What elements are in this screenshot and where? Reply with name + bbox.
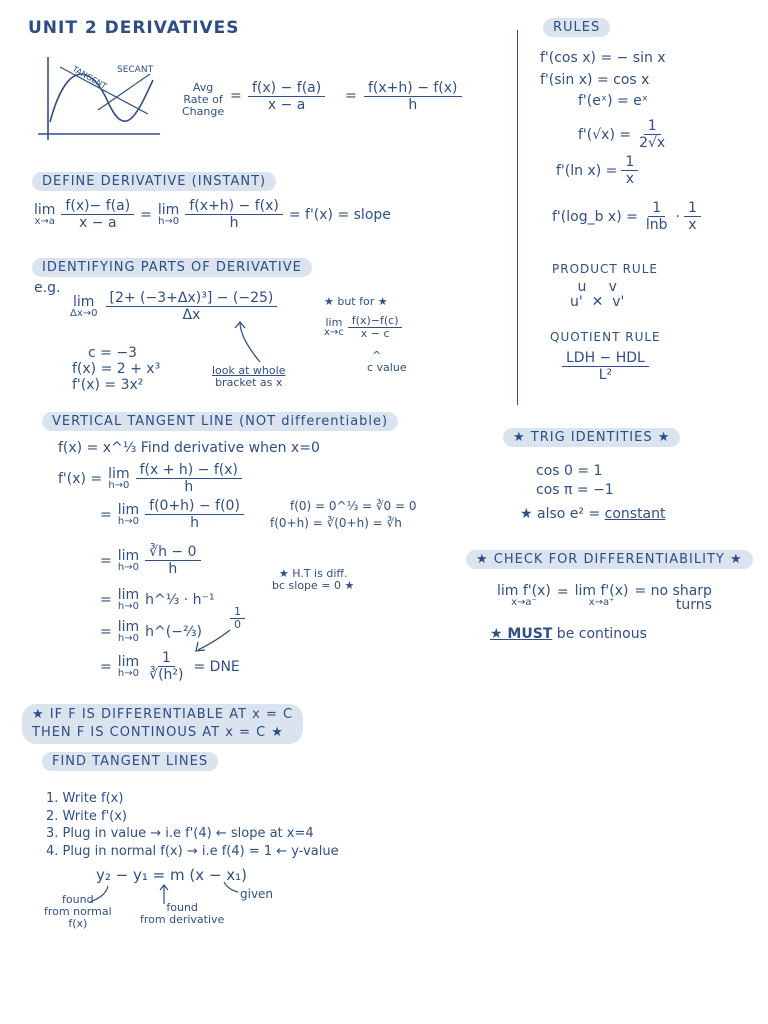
tangent-step: 4. Plug in normal f(x) → i.e f(4) = 1 ← y-value bbox=[46, 843, 339, 859]
tangent-step: 1. Write f(x) bbox=[46, 791, 124, 806]
column-divider bbox=[517, 30, 518, 405]
vt-step-6: = lim h→0 $\frac{1}{\text{∛(h²)}}$ = DNE bbox=[100, 650, 240, 683]
ht-note: ★ H.T is diff. bc slope = 0 ★ bbox=[272, 567, 355, 593]
rules-heading: RULES bbox=[543, 18, 610, 37]
avg-fraction-1: $\frac{f(x) - f(a)}{x - a}$ bbox=[248, 80, 325, 113]
diffcheck-heading: ★ CHECK FOR DIFFERENTIABILITY ★ bbox=[466, 550, 753, 569]
point-slope-formula: y₂ − y₁ = m (x − x₁) bbox=[96, 866, 247, 884]
define-equation: lim x→a $\frac{f(x)- f(a)}{x - a}$ = lim h→0 $\frac{f(x+h) - f(x)}{h}$ = f'(x) = slope bbox=[34, 198, 391, 231]
rule-item: f'(eˣ) = eˣ bbox=[578, 93, 648, 110]
avg-fraction-2: $\frac{f(x+h) - f(x)}{h}$ bbox=[364, 80, 462, 113]
if-then-note: ★ IF F IS DIFFERENTIABLE AT x = C THEN F IS CONTINOUS AT x = C ★ bbox=[22, 704, 303, 744]
vt-step-1: f'(x) = lim h→0 $\frac{f(x + h) - f(x)}{h}$ bbox=[58, 462, 242, 495]
arrow-up-icon: ^ bbox=[372, 349, 382, 362]
eg-label: e.g. bbox=[34, 280, 61, 296]
rule-item: f'(cos x) = − sin x bbox=[540, 50, 666, 66]
avg-eq-2: = bbox=[345, 88, 357, 104]
formula-arrows-icon bbox=[80, 880, 250, 910]
trig-note: ★ also e² = constant bbox=[520, 506, 666, 522]
vt-step-5: = lim h→0 h^(−⅔) bbox=[100, 619, 202, 644]
vt-step-4: = lim h→0 h^⅓ · h⁻¹ bbox=[100, 587, 215, 612]
but-for-note: ★ but for ★ bbox=[324, 295, 388, 308]
page-title: UNIT 2 DERIVATIVES bbox=[28, 18, 240, 38]
rule-sqrt: f'(√x) = $\frac{1}{2√x}$ bbox=[578, 118, 666, 151]
tangent-step: 2. Write f'(x) bbox=[46, 808, 127, 824]
tangent-lines-heading: FIND TANGENT LINES bbox=[42, 752, 218, 771]
c-value-label: c value bbox=[367, 361, 407, 374]
secant-label: SECANT bbox=[117, 65, 154, 75]
look-at-note: look at whole bracket as x bbox=[212, 364, 286, 390]
trig-lines: cos 0 = 1 cos π = −1 bbox=[536, 463, 614, 498]
product-rule-title: PRODUCT RULE bbox=[552, 262, 658, 276]
define-heading: DEFINE DERIVATIVE (INSTANT) bbox=[32, 172, 276, 191]
identify-limit: lim Δx→0 $\frac{\text{[2+ (−3+Δx)³] − (−25)}}{\Delta x}$ bbox=[70, 290, 277, 323]
tangent-label: TANGENT bbox=[70, 64, 109, 91]
given-label: given bbox=[240, 887, 274, 901]
vt-side-1: f(0) = 0^⅓ = ∛0 = 0 bbox=[290, 499, 417, 513]
must-continuous-note: ★ MUST be continous bbox=[490, 626, 647, 642]
trig-heading: ★ TRIG IDENTITIES ★ bbox=[503, 428, 680, 447]
vertical-line1: f(x) = x^⅓ Find derivative when x=0 bbox=[58, 440, 320, 456]
vt-side-2: f(0+h) = ∛(0+h) = ∛h bbox=[270, 516, 402, 530]
rule-ln: f'(ln x) = $\frac{1}{x}$ bbox=[556, 154, 638, 187]
tangent-step: 3. Plug in value → i.e f'(4) ← slope at x=4 bbox=[46, 826, 314, 842]
vertical-tangent-heading: VERTICAL TANGENT LINE (NOT differentiable) bbox=[42, 412, 398, 431]
fprime-equation: f'(x) = 3x² bbox=[72, 377, 144, 393]
diffcheck-equation: lim f'(x) x→a⁻ = lim f'(x) x→a⁺ = no sharp turns bbox=[497, 583, 712, 613]
tangent-steps bbox=[46, 790, 339, 860]
look-arrow-icon bbox=[230, 320, 270, 365]
vt-step-3: = lim h→0 $\frac{∛h - 0}{h}$ bbox=[100, 544, 201, 577]
product-rule-diagram: u v u' ✕ v' bbox=[570, 279, 625, 311]
c-equation: c = −3 bbox=[88, 345, 137, 361]
but-for-limit: lim x→c $\frac{f(x)-f(c)}{x - c}$ bbox=[324, 315, 402, 340]
rule-log: f'(log_b x) = $\frac{1}{\ln b}$ · $\frac{1}{x}$ bbox=[552, 200, 701, 233]
vt-step-2: = lim h→0 $\frac{f(0+h) - f(0)}{h}$ bbox=[100, 498, 244, 531]
one-over-zero: $\frac{1}{0}$ bbox=[230, 606, 245, 631]
f-equation: f(x) = 2 + x³ bbox=[72, 361, 161, 377]
avg-rate-label: Avg Rate of Change bbox=[182, 81, 225, 119]
identify-heading: IDENTIFYING PARTS OF DERIVATIVE bbox=[32, 258, 312, 277]
quotient-rule-title: QUOTIENT RULE bbox=[550, 330, 661, 344]
found-derivative-note: found from derivative bbox=[140, 901, 225, 927]
dne-arrow-icon bbox=[192, 628, 232, 654]
rules-list bbox=[540, 48, 666, 113]
quotient-rule-formula: LDH − HDL L² bbox=[562, 350, 649, 383]
rule-item: f'(sin x) = cos x bbox=[540, 71, 650, 88]
found-normal-note: found from normal f(x) bbox=[44, 893, 112, 931]
avg-eq-1: = bbox=[230, 88, 242, 104]
